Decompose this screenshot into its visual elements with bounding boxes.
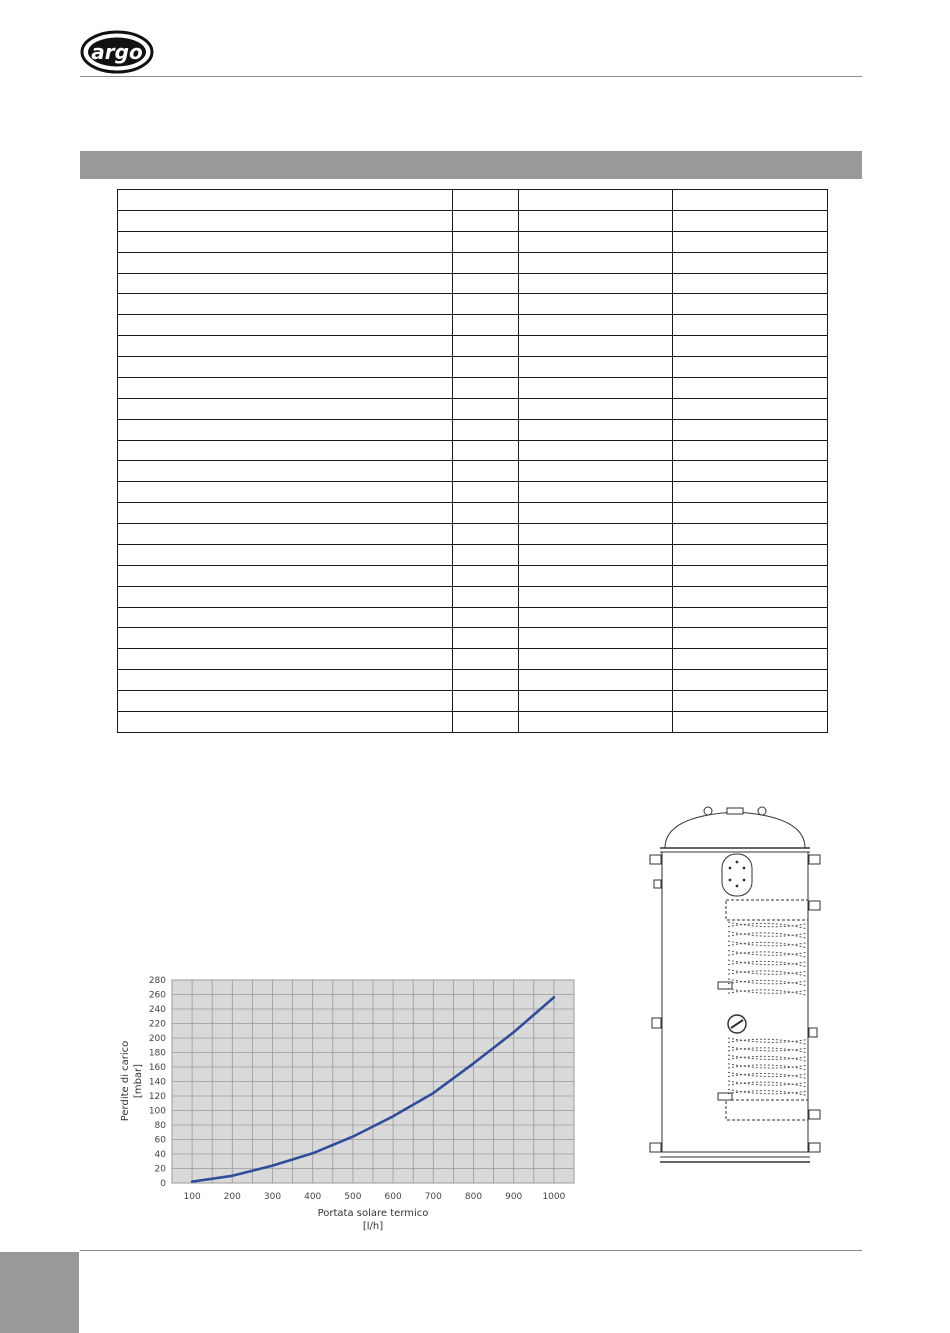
- table-cell: [118, 398, 453, 419]
- coil-turn: [728, 960, 806, 965]
- table-cell: [519, 336, 673, 357]
- table-cell: [673, 607, 828, 628]
- table-cell: [519, 398, 673, 419]
- coil-turn: [728, 979, 806, 984]
- table-cell: [673, 649, 828, 670]
- table-row: [118, 357, 828, 378]
- coil-turn: [728, 951, 806, 956]
- table-cell: [453, 419, 519, 440]
- table-cell: [673, 670, 828, 691]
- tank-dome: [665, 812, 805, 848]
- coil-turn: [728, 941, 806, 946]
- y-tick-label: 280: [148, 976, 166, 986]
- table-cell: [118, 419, 453, 440]
- table-cell: [453, 210, 519, 231]
- table-row: [118, 565, 828, 586]
- tank-top-valve-right: [758, 807, 766, 815]
- table-cell: [118, 649, 453, 670]
- table-cell: [519, 628, 673, 649]
- coil-turn: [728, 952, 806, 957]
- table-row: [118, 524, 828, 545]
- coil-turn: [728, 1039, 806, 1044]
- table-cell: [453, 670, 519, 691]
- table-row: [118, 649, 828, 670]
- table-cell: [673, 691, 828, 712]
- spec-table: [117, 189, 828, 733]
- coil-turn: [728, 923, 806, 928]
- table-row: [118, 503, 828, 524]
- table-cell: [673, 357, 828, 378]
- table-cell: [118, 482, 453, 503]
- y-tick-label: 60: [154, 1135, 166, 1146]
- table-cell: [118, 273, 453, 294]
- coil-turn: [728, 1055, 806, 1059]
- table-cell: [118, 294, 453, 315]
- y-tick-label: 20: [154, 1164, 166, 1175]
- table-cell: [519, 231, 673, 252]
- table-cell: [453, 524, 519, 545]
- table-cell: [519, 711, 673, 732]
- table-cell: [519, 315, 673, 336]
- table-cell: [453, 190, 519, 211]
- x-tick-label: 500: [344, 1192, 362, 1202]
- coil-turn: [728, 1089, 806, 1093]
- table-cell: [453, 711, 519, 732]
- x-tick-labels: [184, 1192, 566, 1202]
- table-row: [118, 461, 828, 482]
- table-cell: [118, 210, 453, 231]
- table-cell: [519, 440, 673, 461]
- table-cell: [519, 273, 673, 294]
- table-row: [118, 294, 828, 315]
- y-tick-label: 0: [160, 1179, 166, 1189]
- coil-turn: [728, 1072, 806, 1076]
- table-cell: [673, 315, 828, 336]
- table-row: [118, 377, 828, 398]
- y-tick-label: 160: [148, 1063, 166, 1073]
- x-tick-label: 800: [464, 1192, 483, 1202]
- table-row: [118, 628, 828, 649]
- table-cell: [118, 357, 453, 378]
- table-cell: [519, 294, 673, 315]
- table-row: [118, 544, 828, 565]
- table-cell: [519, 649, 673, 670]
- table-cell: [453, 649, 519, 670]
- table-cell: [118, 670, 453, 691]
- table-cell: [453, 440, 519, 461]
- table-cell: [673, 231, 828, 252]
- coil-turn: [728, 1082, 806, 1087]
- table-cell: [673, 294, 828, 315]
- table-cell: [453, 461, 519, 482]
- table-cell: [118, 252, 453, 273]
- table-row: [118, 231, 828, 252]
- y-tick-label: 120: [148, 1092, 166, 1102]
- coil-turn: [728, 1081, 806, 1085]
- lower-coil: [728, 1038, 806, 1095]
- y-tick-label: 260: [148, 990, 166, 1001]
- y-tick-labels: [149, 976, 166, 1189]
- table-cell: [453, 252, 519, 273]
- table-cell: [118, 190, 453, 211]
- table-cell: [453, 544, 519, 565]
- table-cell: [519, 691, 673, 712]
- table-cell: [453, 398, 519, 419]
- table-row: [118, 398, 828, 419]
- table-cell: [453, 377, 519, 398]
- table-cell: [453, 503, 519, 524]
- y-tick-label: 40: [154, 1150, 166, 1160]
- table-row: [118, 482, 828, 503]
- section-bar: [80, 151, 862, 179]
- y-tick-label: 220: [148, 1019, 166, 1030]
- table-cell: [118, 565, 453, 586]
- coil-turn: [728, 990, 806, 995]
- table-cell: [673, 398, 828, 419]
- table-cell: [453, 607, 519, 628]
- table-cell: [519, 377, 673, 398]
- table-row: [118, 691, 828, 712]
- table-cell: [673, 440, 828, 461]
- table-row: [118, 273, 828, 294]
- table-row: [118, 440, 828, 461]
- page-number-block: [0, 1252, 79, 1333]
- header-rule: [80, 76, 862, 77]
- x-tick-label: 300: [263, 1192, 282, 1202]
- y-axis-unit: [mbar]: [133, 1063, 144, 1099]
- table-row: [118, 190, 828, 211]
- table-cell: [519, 607, 673, 628]
- x-tick-label: 600: [384, 1192, 402, 1202]
- table-cell: [519, 210, 673, 231]
- table-cell: [519, 252, 673, 273]
- table-cell: [519, 524, 673, 545]
- coil-turn: [728, 961, 806, 966]
- coil-turn: [728, 932, 806, 937]
- coil-turn: [728, 1047, 806, 1051]
- table-cell: [453, 565, 519, 586]
- table-cell: [118, 691, 453, 712]
- y-tick-label: 100: [148, 1106, 166, 1117]
- logo-text: argo: [91, 40, 143, 64]
- table-row: [118, 711, 828, 732]
- table-cell: [673, 190, 828, 211]
- x-tick-label: 1000: [542, 1192, 566, 1202]
- table-cell: [453, 273, 519, 294]
- table-row: [118, 336, 828, 357]
- tank-top-fitting: [727, 808, 743, 814]
- table-cell: [118, 440, 453, 461]
- coil-turn: [728, 933, 806, 938]
- table-cell: [118, 607, 453, 628]
- table-cell: [519, 565, 673, 586]
- x-tick-label: 900: [505, 1192, 523, 1202]
- pressure-drop-chart: [108, 968, 588, 1238]
- table-cell: [453, 357, 519, 378]
- x-tick-label: 100: [183, 1192, 201, 1202]
- footer-rule: [80, 1250, 862, 1251]
- y-axis-title: Perdite di carico: [120, 1040, 131, 1122]
- table-row: [118, 252, 828, 273]
- x-axis-title: Portata solare termico: [317, 1208, 429, 1219]
- inspection-flange: [722, 854, 752, 896]
- coil-turn: [728, 970, 806, 975]
- table-cell: [519, 544, 673, 565]
- table-cell: [673, 628, 828, 649]
- table-cell: [673, 419, 828, 440]
- table-row: [118, 210, 828, 231]
- table-cell: [519, 419, 673, 440]
- table-cell: [519, 670, 673, 691]
- table-cell: [453, 336, 519, 357]
- coil-turn: [728, 1064, 806, 1068]
- table-cell: [673, 273, 828, 294]
- table-cell: [118, 231, 453, 252]
- table-cell: [118, 336, 453, 357]
- table-cell: [519, 503, 673, 524]
- table-row: [118, 419, 828, 440]
- table-cell: [453, 294, 519, 315]
- y-tick-label: 200: [148, 1034, 166, 1044]
- tank-top-valve-left: [704, 807, 712, 815]
- x-tick-label: 200: [223, 1192, 241, 1202]
- tank-drawing: [640, 798, 830, 1178]
- y-tick-label: 80: [154, 1121, 166, 1131]
- table-cell: [673, 252, 828, 273]
- coil-turn: [728, 1091, 806, 1096]
- coil-turn: [728, 989, 806, 994]
- table-cell: [519, 586, 673, 607]
- table-cell: [519, 190, 673, 211]
- table-cell: [673, 461, 828, 482]
- table-cell: [519, 357, 673, 378]
- upper-coil: [728, 922, 806, 995]
- table-row: [118, 670, 828, 691]
- argo-logo: [80, 30, 154, 74]
- table-cell: [453, 315, 519, 336]
- table-cell: [673, 586, 828, 607]
- x-axis-unit: [l/h]: [362, 1221, 384, 1232]
- table-cell: [118, 586, 453, 607]
- table-cell: [519, 482, 673, 503]
- coil-turn: [728, 1048, 806, 1053]
- chart-grid: [172, 980, 574, 1183]
- coil-turn: [728, 942, 806, 947]
- table-cell: [453, 482, 519, 503]
- coil-turn: [728, 971, 806, 976]
- table-cell: [673, 524, 828, 545]
- table-row: [118, 607, 828, 628]
- y-tick-label: 240: [148, 1005, 166, 1015]
- table-cell: [118, 503, 453, 524]
- coil-turn: [728, 1074, 806, 1079]
- table-row: [118, 586, 828, 607]
- y-tick-label: 180: [148, 1048, 166, 1059]
- table-cell: [453, 691, 519, 712]
- table-cell: [673, 544, 828, 565]
- table-cell: [118, 628, 453, 649]
- coil-turn: [728, 922, 806, 927]
- y-tick-label: 140: [148, 1077, 166, 1088]
- table-cell: [673, 377, 828, 398]
- table-cell: [519, 461, 673, 482]
- coil-turn: [728, 1038, 806, 1042]
- table-cell: [118, 544, 453, 565]
- table-cell: [673, 565, 828, 586]
- x-tick-label: 400: [304, 1192, 322, 1202]
- coil-turn: [728, 1065, 806, 1070]
- coil-turn: [728, 1056, 806, 1061]
- table-cell: [118, 524, 453, 545]
- table-cell: [453, 586, 519, 607]
- table-cell: [118, 461, 453, 482]
- x-tick-label: 700: [424, 1192, 442, 1202]
- table-cell: [453, 628, 519, 649]
- table-row: [118, 315, 828, 336]
- table-cell: [673, 711, 828, 732]
- table-cell: [673, 210, 828, 231]
- table-cell: [118, 315, 453, 336]
- table-cell: [118, 377, 453, 398]
- table-cell: [673, 482, 828, 503]
- table-cell: [673, 336, 828, 357]
- table-cell: [118, 711, 453, 732]
- table-cell: [453, 231, 519, 252]
- table-cell: [673, 503, 828, 524]
- coil-turn: [728, 980, 806, 985]
- tank-shell: [662, 852, 808, 1152]
